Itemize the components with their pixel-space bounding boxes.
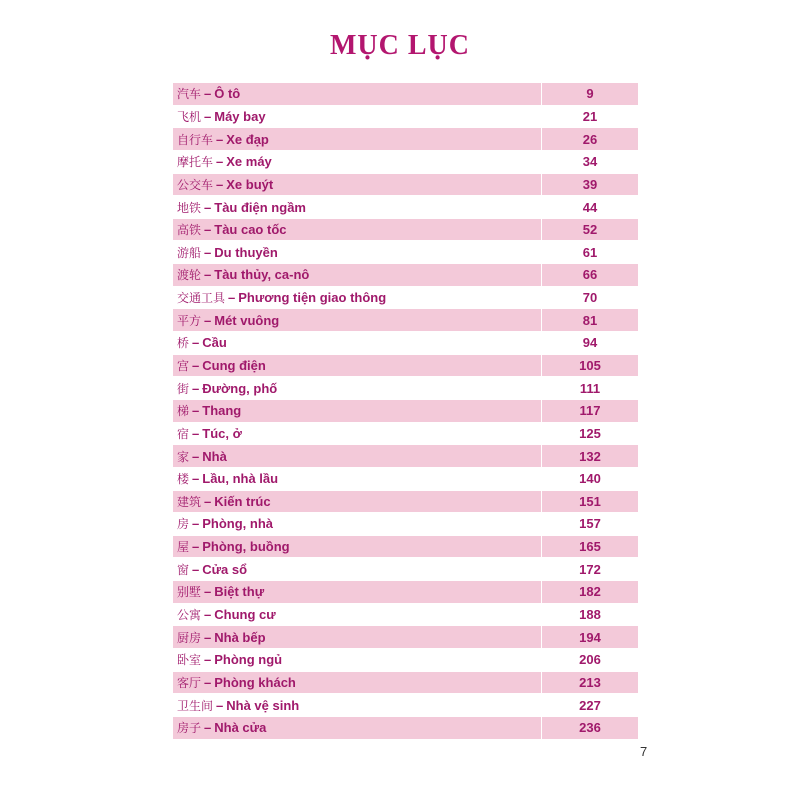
toc-entry-vietnamese: Máy bay bbox=[214, 108, 266, 124]
toc-entry-page: 125 bbox=[542, 422, 639, 445]
toc-row bbox=[173, 626, 639, 649]
toc-entry-chinese: 自行车 bbox=[177, 132, 214, 147]
toc-entry-title bbox=[173, 286, 542, 309]
toc-row bbox=[173, 422, 639, 445]
toc-entry-separator: – bbox=[204, 629, 212, 645]
toc-entry-separator: – bbox=[216, 131, 224, 147]
toc-entry-title bbox=[173, 196, 542, 219]
toc-entry-page: 182 bbox=[542, 581, 639, 604]
toc-row bbox=[173, 83, 639, 106]
toc-entry-page: 157 bbox=[542, 513, 639, 536]
toc-entry-page: 236 bbox=[542, 716, 639, 739]
toc-entry-chinese: 建筑 bbox=[177, 494, 202, 509]
toc-entry-chinese: 地铁 bbox=[177, 200, 202, 215]
toc-entry-chinese: 桥 bbox=[177, 336, 190, 351]
toc-entry-separator: – bbox=[192, 471, 200, 487]
toc-entry-vietnamese: Nhà bếp bbox=[214, 629, 266, 645]
toc-entry-separator: – bbox=[228, 290, 236, 306]
toc-entry-title bbox=[173, 173, 542, 196]
toc-entry-chinese: 公交车 bbox=[177, 177, 214, 192]
toc-entry-title bbox=[173, 105, 542, 128]
toc-entry-title bbox=[173, 150, 542, 173]
toc-entry-title bbox=[173, 649, 542, 672]
toc-entry-title bbox=[173, 83, 542, 106]
toc-entry-separator: – bbox=[192, 358, 200, 373]
toc-entry-separator: – bbox=[204, 652, 212, 668]
toc-entry-title bbox=[173, 218, 542, 241]
toc-entry-title bbox=[173, 445, 542, 468]
toc-row bbox=[173, 264, 639, 287]
toc-row bbox=[173, 467, 639, 490]
toc-entry-page: 111 bbox=[542, 377, 639, 400]
toc-entry-separator: – bbox=[192, 335, 200, 351]
toc-entry-separator: – bbox=[192, 448, 200, 464]
toc-entry-separator: – bbox=[204, 222, 212, 238]
toc-entry-vietnamese: Tàu thủy, ca-nô bbox=[214, 267, 310, 283]
toc-entry-chinese: 别墅 bbox=[177, 585, 202, 600]
toc-entry-vietnamese: Nhà cửa bbox=[214, 720, 267, 736]
toc-entry-page: 188 bbox=[542, 603, 639, 626]
toc-entry-vietnamese: Cung điện bbox=[202, 358, 266, 373]
toc-entry-title bbox=[173, 694, 542, 717]
toc-table bbox=[172, 82, 639, 740]
toc-entry-separator: – bbox=[216, 697, 224, 713]
toc-entry-title bbox=[173, 716, 542, 739]
toc-entry-vietnamese: Xe buýt bbox=[226, 176, 274, 192]
toc-entry-title bbox=[173, 671, 542, 694]
toc-entry-separator: – bbox=[204, 86, 212, 102]
toc-entry-title bbox=[173, 558, 542, 581]
toc-entry-title bbox=[173, 513, 542, 536]
toc-entry-chinese: 房 bbox=[177, 517, 190, 532]
toc-entry-page: 165 bbox=[542, 535, 639, 558]
toc-entry-separator: – bbox=[216, 154, 224, 170]
toc-entry-page: 81 bbox=[542, 309, 639, 332]
toc-row bbox=[173, 649, 639, 672]
toc-entry-title bbox=[173, 467, 542, 490]
toc-entry-chinese: 宿 bbox=[177, 426, 190, 441]
toc-row bbox=[173, 354, 639, 377]
toc-entry-title bbox=[173, 354, 542, 377]
toc-row bbox=[173, 377, 639, 400]
toc-entry-vietnamese: Phòng, buồng bbox=[202, 539, 290, 555]
toc-entry-page: 61 bbox=[542, 241, 639, 264]
toc-entry-chinese: 游船 bbox=[177, 245, 202, 260]
toc-entry-chinese: 梯 bbox=[177, 404, 190, 419]
toc-entry-vietnamese: Xe đạp bbox=[226, 131, 269, 147]
toc-entry-chinese: 厨房 bbox=[177, 630, 202, 645]
toc-body bbox=[173, 83, 639, 740]
toc-entry-chinese: 公寓 bbox=[177, 608, 202, 623]
toc-entry-title bbox=[173, 241, 542, 264]
toc-entry-chinese: 客厅 bbox=[177, 675, 202, 690]
toc-row bbox=[173, 535, 639, 558]
toc-entry-vietnamese: Du thuyền bbox=[214, 244, 278, 260]
toc-entry-vietnamese: Nhà bbox=[202, 448, 227, 464]
toc-entry-page: 117 bbox=[542, 399, 639, 422]
toc-entry-chinese: 高铁 bbox=[177, 223, 202, 238]
toc-entry-page: 94 bbox=[542, 332, 639, 355]
toc-entry-vietnamese: Kiến trúc bbox=[214, 493, 271, 509]
toc-row bbox=[173, 286, 639, 309]
toc-entry-chinese: 卫生间 bbox=[177, 698, 214, 713]
toc-entry-vietnamese: Cầu bbox=[202, 335, 227, 351]
toc-entry-vietnamese: Phòng ngủ bbox=[214, 652, 283, 668]
toc-entry-chinese: 飞机 bbox=[177, 109, 202, 124]
toc-entry-vietnamese: Ô tô bbox=[214, 86, 241, 102]
toc-entry-page: 172 bbox=[542, 558, 639, 581]
toc-entry-title bbox=[173, 603, 542, 626]
toc-entry-vietnamese: Thang bbox=[202, 403, 242, 419]
toc-row bbox=[173, 309, 639, 332]
toc-entry-page: 151 bbox=[542, 490, 639, 513]
toc-row bbox=[173, 716, 639, 739]
page-number: 7 bbox=[640, 744, 648, 759]
toc-entry-title bbox=[173, 535, 542, 558]
toc-entry-separator: – bbox=[204, 244, 212, 260]
toc-entry-page: 21 bbox=[542, 105, 639, 128]
toc-entry-page: 39 bbox=[542, 173, 639, 196]
toc-entry-title bbox=[173, 264, 542, 287]
toc-row bbox=[173, 218, 639, 241]
toc-entry-separator: – bbox=[204, 312, 212, 328]
toc-entry-separator: – bbox=[192, 425, 200, 441]
toc-entry-page: 9 bbox=[542, 83, 639, 106]
page-title: MỤC LỤC bbox=[330, 30, 470, 61]
toc-entry-chinese: 卧室 bbox=[177, 653, 202, 668]
toc-entry-page: 66 bbox=[542, 264, 639, 287]
toc-entry-vietnamese: Tàu điện ngầm bbox=[214, 199, 306, 215]
toc-entry-title bbox=[173, 399, 542, 422]
toc-entry-chinese: 屋 bbox=[177, 540, 190, 555]
toc-entry-title bbox=[173, 581, 542, 604]
toc-entry-separator: – bbox=[192, 403, 200, 419]
toc-row bbox=[173, 241, 639, 264]
toc-entry-vietnamese: Túc, ở bbox=[202, 425, 242, 441]
toc-entry-vietnamese: Chung cư bbox=[214, 607, 276, 623]
toc-row bbox=[173, 558, 639, 581]
toc-entry-page: 26 bbox=[542, 128, 639, 151]
toc-entry-separator: – bbox=[204, 267, 212, 283]
toc-entry-separator: – bbox=[204, 674, 212, 690]
toc-entry-separator: – bbox=[192, 380, 200, 396]
toc-entry-separator: – bbox=[204, 584, 212, 600]
toc-entry-title bbox=[173, 490, 542, 513]
toc-entry-separator: – bbox=[192, 561, 200, 577]
toc-entry-title bbox=[173, 422, 542, 445]
toc-entry-page: 140 bbox=[542, 467, 639, 490]
toc-entry-chinese: 渡轮 bbox=[177, 268, 202, 283]
toc-row bbox=[173, 490, 639, 513]
toc-entry-vietnamese: Đường, phố bbox=[202, 380, 278, 396]
toc-entry-chinese: 平方 bbox=[177, 313, 202, 328]
toc-entry-chinese: 窗 bbox=[177, 562, 190, 577]
toc-entry-separator: – bbox=[204, 720, 212, 736]
toc-entry-page: 34 bbox=[542, 150, 639, 173]
toc-entry-vietnamese: Phòng khách bbox=[214, 674, 296, 690]
toc-entry-page: 105 bbox=[542, 354, 639, 377]
toc-entry-page: 70 bbox=[542, 286, 639, 309]
toc-entry-title bbox=[173, 309, 542, 332]
toc-entry-vietnamese: Xe máy bbox=[226, 154, 272, 170]
toc-entry-separator: – bbox=[216, 176, 224, 192]
toc-row bbox=[173, 150, 639, 173]
toc-entry-title bbox=[173, 377, 542, 400]
toc-row bbox=[173, 694, 639, 717]
toc-entry-vietnamese: Phương tiện giao thông bbox=[238, 290, 387, 306]
toc-entry-vietnamese: Lầu, nhà lầu bbox=[202, 471, 279, 487]
toc-row bbox=[173, 671, 639, 694]
toc-entry-title bbox=[173, 128, 542, 151]
toc-row bbox=[173, 445, 639, 468]
toc-entry-page: 206 bbox=[542, 649, 639, 672]
toc-entry-vietnamese: Nhà vệ sinh bbox=[226, 697, 300, 713]
toc-entry-vietnamese: Tàu cao tốc bbox=[214, 222, 287, 238]
toc-entry-page: 227 bbox=[542, 694, 639, 717]
toc-entry-title bbox=[173, 332, 542, 355]
toc-entry-separator: – bbox=[204, 199, 212, 215]
toc-row bbox=[173, 332, 639, 355]
toc-entry-vietnamese: Biệt thự bbox=[214, 584, 265, 600]
toc-entry-separator: – bbox=[204, 108, 212, 124]
toc-entry-page: 132 bbox=[542, 445, 639, 468]
toc-row bbox=[173, 513, 639, 536]
toc-row bbox=[173, 128, 639, 151]
toc-row bbox=[173, 603, 639, 626]
toc-entry-separator: – bbox=[204, 607, 212, 623]
toc-entry-page: 52 bbox=[542, 218, 639, 241]
toc-row bbox=[173, 581, 639, 604]
toc-entry-chinese: 楼 bbox=[177, 472, 190, 487]
toc-entry-page: 44 bbox=[542, 196, 639, 219]
toc-entry-title bbox=[173, 626, 542, 649]
toc-entry-chinese: 宫 bbox=[177, 359, 190, 373]
toc-row bbox=[173, 173, 639, 196]
toc-entry-vietnamese: Phòng, nhà bbox=[202, 516, 274, 532]
toc-row bbox=[173, 196, 639, 219]
toc-entry-chinese: 摩托车 bbox=[177, 155, 214, 170]
toc-entry-separator: – bbox=[204, 493, 212, 509]
toc-entry-vietnamese: Cửa sổ bbox=[202, 561, 248, 577]
toc-row bbox=[173, 399, 639, 422]
toc-entry-page: 194 bbox=[542, 626, 639, 649]
toc-entry-vietnamese: Mét vuông bbox=[214, 312, 280, 328]
toc-entry-chinese: 家 bbox=[177, 449, 190, 464]
toc-entry-chinese: 街 bbox=[177, 381, 190, 396]
toc-entry-page: 213 bbox=[542, 671, 639, 694]
toc-entry-chinese: 交通工具 bbox=[177, 291, 226, 306]
toc-row bbox=[173, 105, 639, 128]
toc-entry-chinese: 汽车 bbox=[177, 87, 202, 102]
toc-entry-separator: – bbox=[192, 539, 200, 555]
toc-entry-chinese: 房子 bbox=[177, 721, 202, 736]
toc-entry-separator: – bbox=[192, 516, 200, 532]
